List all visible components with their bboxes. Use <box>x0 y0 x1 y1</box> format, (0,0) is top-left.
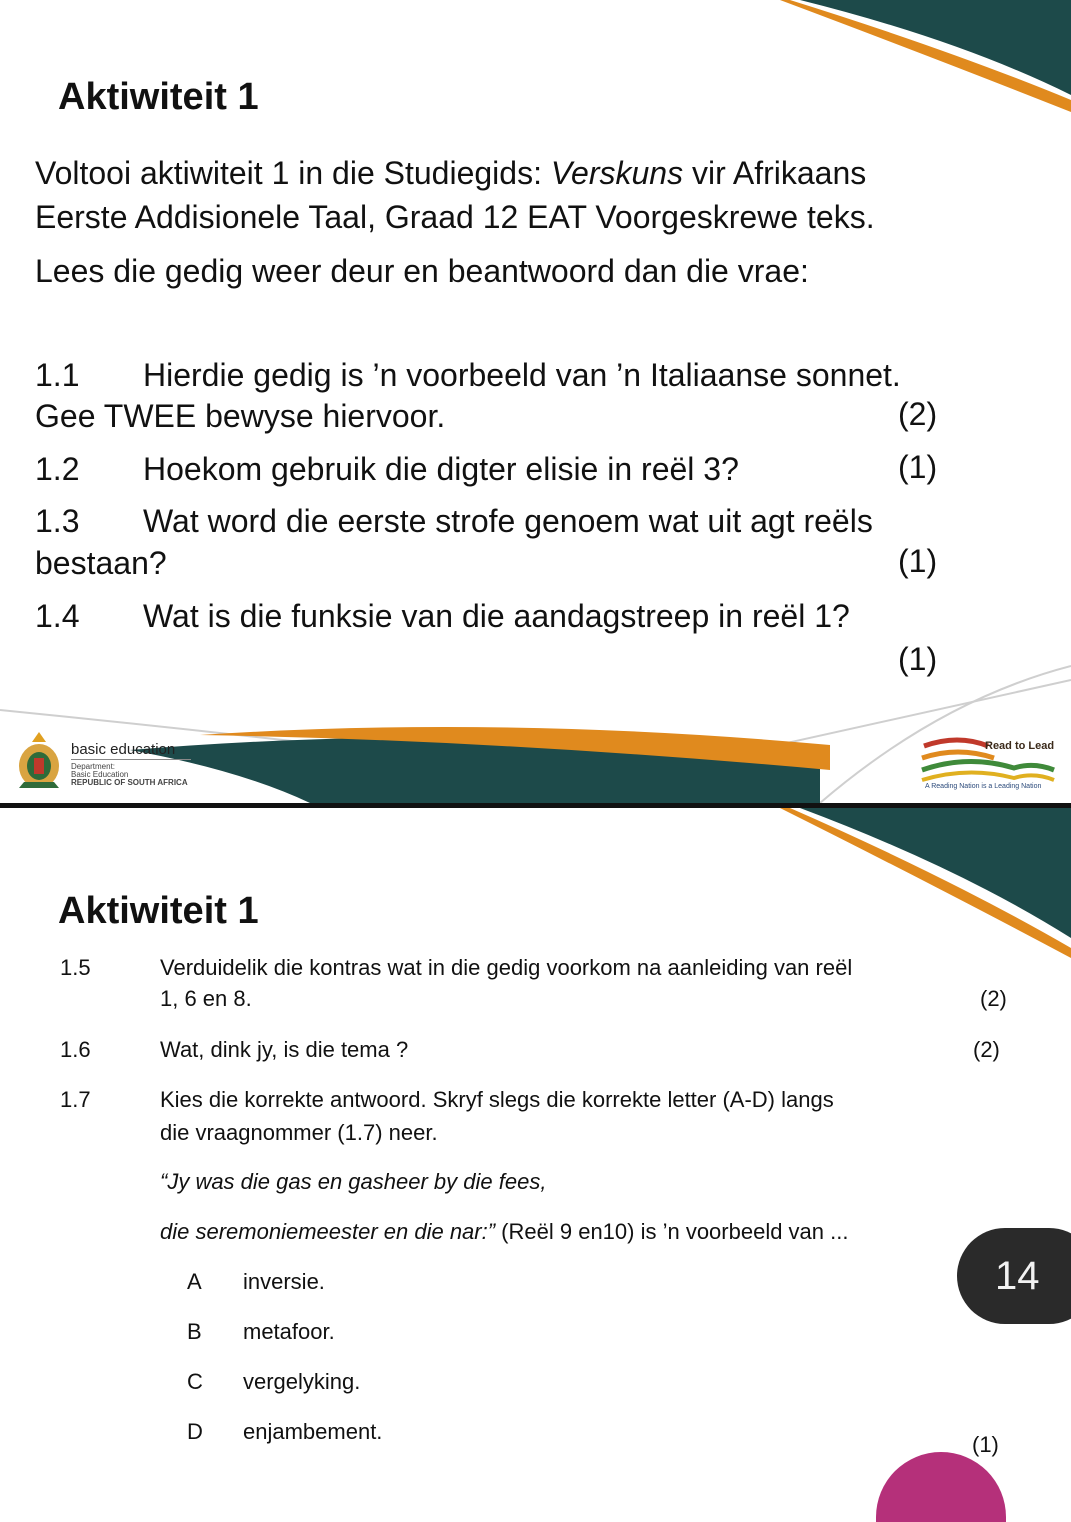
coat-of-arms-icon <box>14 730 64 792</box>
read-to-lead-tagline: A Reading Nation is a Leading Nation <box>925 783 1042 790</box>
question-1-7-continuation: die vraagnommer (1.7) neer. <box>160 1120 438 1145</box>
slide-title: Aktiwiteit 1 <box>58 76 259 118</box>
question-1-5-marks: (2) <box>980 986 1007 1011</box>
header-swoosh-decoration <box>0 808 1071 958</box>
intro-line-3: Lees die gedig weer deur en beantwoord dan die vrae: <box>35 253 809 289</box>
question-1-5-text: Verduidelik die kontras wat in die gedig voorkom na aanleiding van reël <box>160 955 853 980</box>
option-a <box>187 1267 325 1297</box>
question-number: 1.4 <box>35 598 80 634</box>
question-number-1-5: 1.5 <box>60 955 91 980</box>
option-letter: C <box>187 1369 203 1394</box>
department-line-2: Basic Education <box>71 770 129 779</box>
intro-line-2: Eerste Addisionele Taal, Graad 12 EAT Voorgeskrewe teks. <box>35 199 875 235</box>
department-name: basic education <box>71 741 176 758</box>
option-letter: A <box>187 1269 202 1294</box>
option-text: enjambement. <box>243 1419 383 1444</box>
question-1-1 <box>35 355 901 395</box>
intro-line-1 <box>35 153 866 193</box>
question-1-2-marks: (1) <box>898 449 938 485</box>
quote-line-1: “Jy was die gas en gasheer by die fees, <box>160 1169 547 1194</box>
question-1-3-marks: (1) <box>898 543 938 579</box>
question-number: 1.1 <box>35 357 80 393</box>
question-1-1-marks: (2) <box>898 396 938 432</box>
slide-title: Aktiwiteit 1 <box>58 890 259 932</box>
question-1-2 <box>35 449 739 489</box>
slide-2 <box>0 808 1071 1480</box>
question-1-7-text: Kies die korrekte antwoord. Skryf slegs die korrekte letter (A-D) langs <box>160 1087 834 1112</box>
quote-italic-text: die seremoniemeester en die nar:” <box>160 1219 496 1244</box>
intro-text: Voltooi aktiwiteit 1 in die Studiegids: <box>35 155 551 191</box>
quote-line-2 <box>160 1217 848 1247</box>
question-1-4-marks: (1) <box>898 641 938 677</box>
question-number-1-7: 1.7 <box>60 1087 91 1112</box>
intro-italic-text: Verskuns <box>550 155 684 191</box>
question-text: Wat is die funksie van die aandagstreep in reël 1? <box>143 598 850 634</box>
question-1-6-text: Wat, dink jy, is die tema ? <box>160 1037 409 1062</box>
intro-text: vir Afrikaans <box>683 155 867 191</box>
option-d <box>187 1417 382 1447</box>
question-1-4 <box>35 596 850 636</box>
page-number-badge: 14 <box>957 1228 1071 1324</box>
question-1-7-marks: (1) <box>972 1432 999 1457</box>
question-1-6-marks: (2) <box>973 1037 1000 1062</box>
department-line-3: REPUBLIC OF SOUTH AFRICA <box>71 778 188 787</box>
question-1-3-continuation: bestaan? <box>35 545 167 581</box>
question-1-1-continuation: Gee TWEE bewyse hiervoor. <box>35 398 446 434</box>
question-number: 1.3 <box>35 503 80 539</box>
question-1-5-continuation: 1, 6 en 8. <box>160 986 252 1011</box>
question-number-1-6: 1.6 <box>60 1037 91 1062</box>
quote-rest-text: (Reël 9 en10) is ’n voorbeeld van ... <box>495 1219 849 1244</box>
option-b <box>187 1317 335 1347</box>
question-text: Hoekom gebruik die digter elisie in reël 3? <box>143 451 739 487</box>
question-text: Hierdie gedig is ’n voorbeeld van ’n Italiaanse sonnet. <box>143 357 901 393</box>
option-c <box>187 1367 360 1397</box>
question-text: Wat word die eerste strofe genoem wat uit agt reëls <box>143 503 873 539</box>
option-letter: B <box>187 1319 202 1344</box>
question-number: 1.2 <box>35 451 80 487</box>
option-text: metafoor. <box>243 1319 335 1344</box>
option-text: vergelyking. <box>243 1369 361 1394</box>
option-text: inversie. <box>243 1269 325 1294</box>
read-to-lead-title: Read to Lead <box>985 740 1055 752</box>
option-letter: D <box>187 1419 203 1444</box>
question-1-3 <box>35 501 873 541</box>
department-line-1: Department: <box>71 762 116 771</box>
logo-rule <box>71 759 191 760</box>
